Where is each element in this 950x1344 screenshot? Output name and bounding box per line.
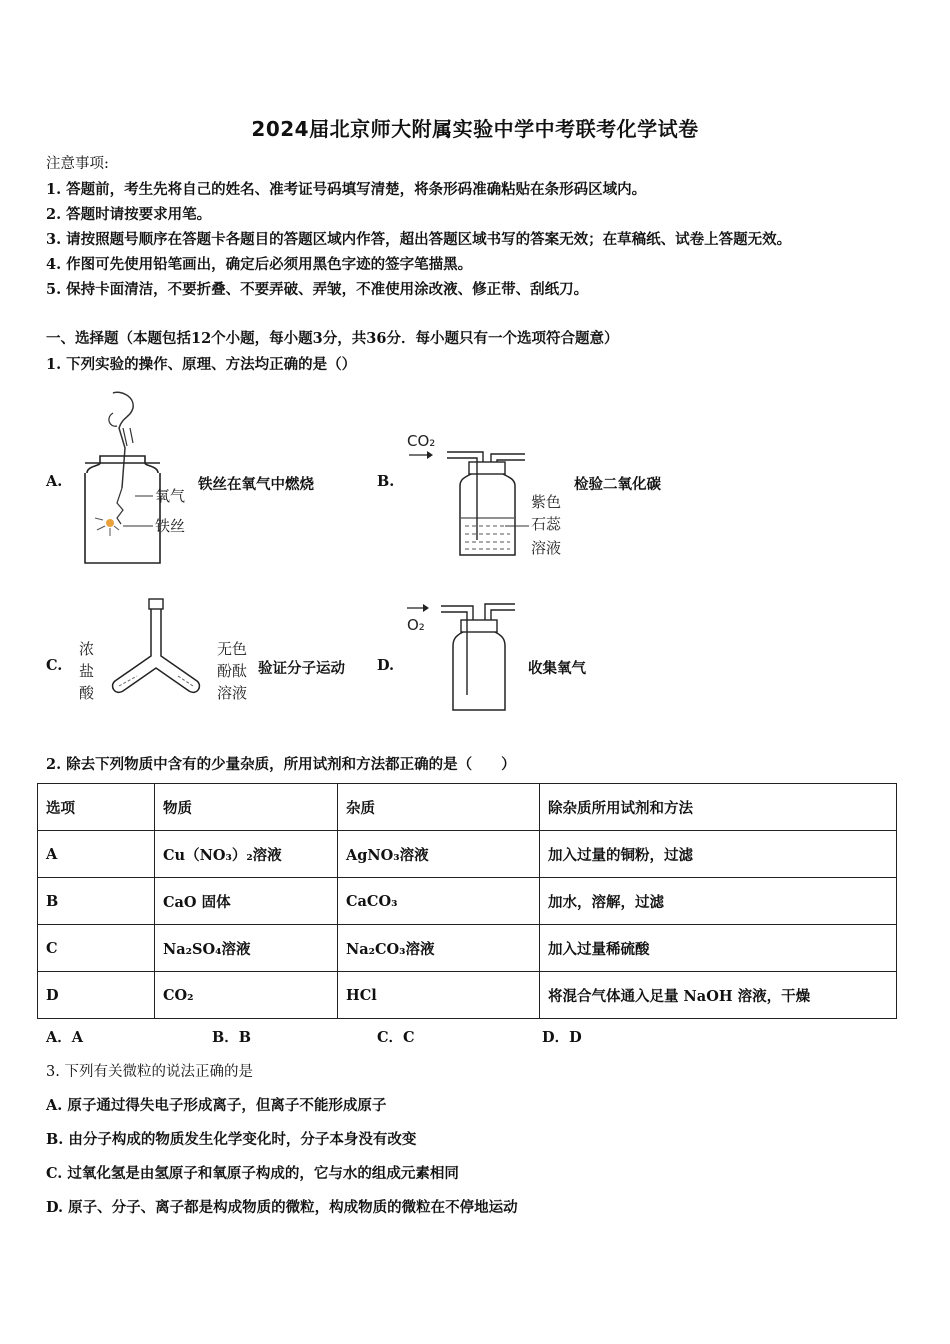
q3-option: A. 原子通过得失电子形成离子，但离子不能形成原子 — [46, 1097, 387, 1114]
table-header: 物质 — [155, 784, 338, 831]
q3-option: B. 由分子构成的物质发生化学变化时，分子本身没有改变 — [46, 1131, 417, 1148]
label-o2: O₂ — [407, 616, 425, 634]
table-cell: C — [38, 925, 155, 972]
table-header: 选项 — [38, 784, 155, 831]
label-hydrochloric: 盐 — [79, 662, 95, 680]
table-cell: CO₂ — [155, 972, 338, 1019]
label-colorless: 无色 — [217, 640, 248, 658]
table-cell: 加入过量稀硫酸 — [540, 925, 897, 972]
question-2-stem: 2. 除去下列物质中含有的少量杂质，所用试剂和方法都正确的是（ ） — [46, 756, 516, 773]
q1-option-a-caption: 铁丝在氧气中燃烧 — [198, 476, 314, 493]
label-purple: 紫色 — [531, 493, 562, 511]
notice-item: 3. 请按照题号顺序在答题卡各题目的答题区域内作答，超出答题区域书写的答案无效；在草稿纸、试卷上答题无效。 — [46, 231, 792, 248]
table-cell: Cu（NO₃）₂溶液 — [155, 831, 338, 878]
q3-option: C. 过氧化氢是由氢原子和氧原子构成的，它与水的组成元素相同 — [46, 1165, 459, 1182]
section-heading: 一、选择题（本题包括12个小题，每小题3分，共36分．每小题只有一个选项符合题意） — [46, 330, 619, 347]
figure-collect-oxygen — [405, 600, 525, 719]
label-iron-wire: 铁丝 — [155, 517, 186, 535]
table-row — [38, 972, 897, 1019]
table-cell: A — [38, 831, 155, 878]
q1-option-c-letter: C. — [46, 657, 63, 674]
q1-option-a-letter: A. — [46, 473, 63, 490]
label-solution: 溶液 — [531, 539, 562, 557]
table-cell: 加水，溶解，过滤 — [540, 878, 897, 925]
q2-choice-c: C．C — [377, 1029, 415, 1046]
table-cell: 将混合气体通入足量 NaOH 溶液，干燥 — [540, 972, 897, 1019]
table-header: 除杂质所用试剂和方法 — [540, 784, 897, 831]
q1-option-d-caption: 收集氧气 — [528, 660, 586, 677]
notice-item: 1. 答题前，考生先将自己的姓名、准考证号码填写清楚，将条形码准确粘贴在条形码区域内。 — [46, 181, 647, 198]
label-oxygen: 氧气 — [155, 487, 186, 505]
table-cell: Na₂SO₄溶液 — [155, 925, 338, 972]
table-cell: 加入过量的铜粉，过滤 — [540, 831, 897, 878]
notice-heading: 注意事项: — [46, 156, 109, 172]
table-cell: B — [38, 878, 155, 925]
table-row — [38, 831, 897, 878]
label-litmus: 石蕊 — [531, 515, 562, 533]
table-cell: D — [38, 972, 155, 1019]
question-3-stem: 3. 下列有关微粒的说法正确的是 — [46, 1064, 253, 1080]
figure-molecular-motion — [75, 596, 260, 715]
notice-item: 5. 保持卡面清洁，不要折叠、不要弄破、弄皱，不准使用涂改液、修正带、刮纸刀。 — [46, 281, 589, 298]
figure-iron-wire-burning — [75, 388, 195, 572]
question-1-stem: 1. 下列实验的操作、原理、方法均正确的是（） — [46, 356, 357, 373]
q2-choice-b: B．B — [212, 1029, 252, 1046]
table-cell: HCl — [338, 972, 540, 1019]
notice-item: 2. 答题时请按要求用笔。 — [46, 206, 212, 223]
table-cell: Na₂CO₃溶液 — [338, 925, 540, 972]
table-row — [38, 878, 897, 925]
label-acid: 酸 — [79, 684, 95, 702]
q1-option-b-letter: B. — [377, 473, 395, 490]
label-co2: CO₂ — [407, 432, 436, 450]
table-row — [38, 925, 897, 972]
label-concentrated: 浓 — [79, 640, 95, 658]
q1-option-d-letter: D. — [377, 657, 395, 674]
table-header-row — [38, 784, 897, 831]
page-title: 2024届北京师大附属实验中学中考联考化学试卷 — [251, 117, 699, 141]
label-phenolphthalein: 酚酞 — [217, 662, 248, 680]
q2-choice-a: A．A — [46, 1029, 84, 1046]
notice-item: 4. 作图可先使用铅笔画出，确定后必须用黑色字迹的签字笔描黑。 — [46, 256, 473, 273]
label-solution-c: 溶液 — [217, 684, 248, 702]
q2-choice-d: D．D — [542, 1029, 582, 1046]
q1-option-b-caption: 检验二氧化碳 — [574, 476, 661, 493]
q2-table — [37, 783, 897, 1019]
table-header: 杂质 — [338, 784, 540, 831]
q3-option: D. 原子、分子、离子都是构成物质的微粒，构成物质的微粒在不停地运动 — [46, 1199, 518, 1216]
table-cell: CaO 固体 — [155, 878, 338, 925]
q1-option-c-caption: 验证分子运动 — [258, 660, 345, 677]
figure-test-co2 — [405, 430, 575, 564]
table-cell: CaCO₃ — [338, 878, 540, 925]
table-cell: AgNO₃溶液 — [338, 831, 540, 878]
